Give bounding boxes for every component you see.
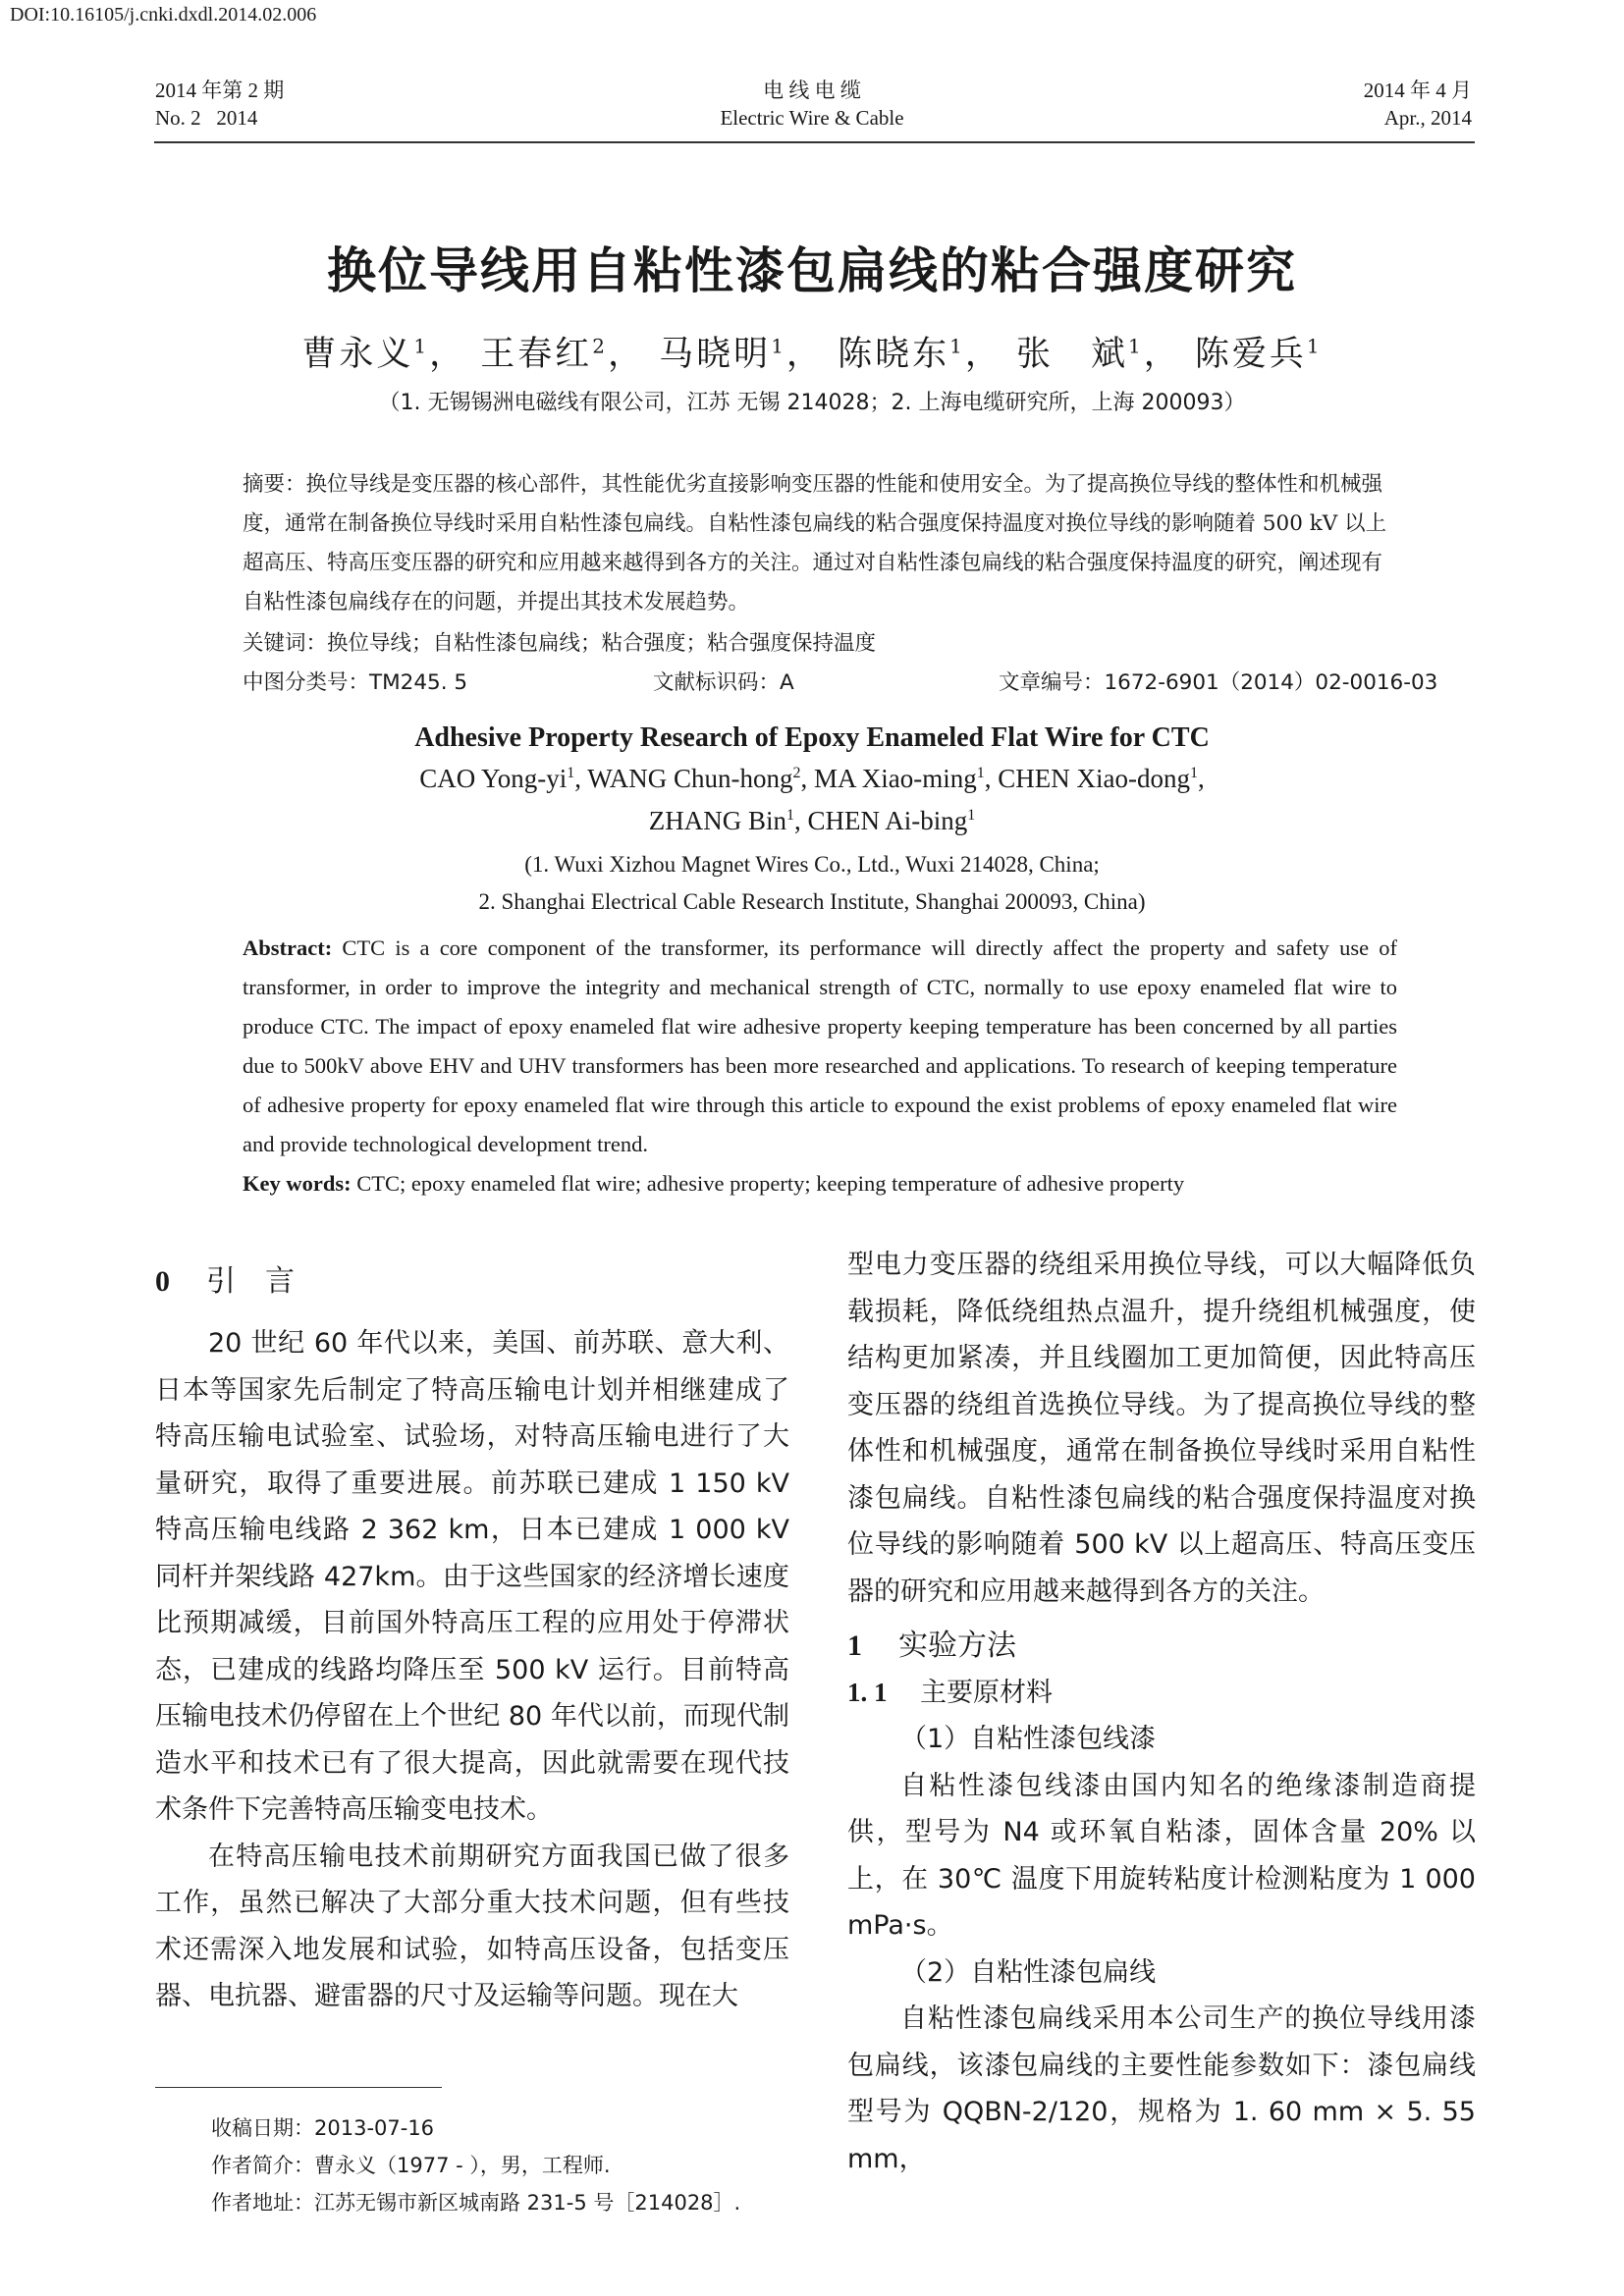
keywords-en-label: Key words: <box>243 1171 352 1196</box>
abstract-cn <box>243 465 1397 622</box>
header-journal <box>616 77 1008 132</box>
keywords-cn-text: 换位导线；自粘性漆包扁线；粘合强度；粘合强度保持温度 <box>327 631 877 656</box>
author-en: ZHANG Bin$^1$, <box>648 806 808 835</box>
header-date-en: Apr., 2014 <box>1383 106 1472 130</box>
footnote <box>211 2109 820 2221</box>
abstract-en-label: Abstract: <box>243 935 333 960</box>
header-journal-en: Electric Wire & Cable <box>720 106 904 130</box>
author-en: CHEN Xiao-dong$^1$, <box>998 764 1205 793</box>
header-rule <box>154 141 1475 143</box>
header-issue-cn: 2014 年第 2 期 <box>155 79 285 102</box>
section-number: 1 <box>847 1629 862 1662</box>
author-en: CHEN Ai-bing$^1$ <box>807 806 976 835</box>
author-cn: 陈晓东$^1$， <box>838 334 1002 374</box>
paper-title-cn: 换位导线用自粘性漆包扁线的粘合强度研究 <box>327 242 1297 299</box>
doi: DOI:10.16105/j.cnki.dxdl.2014.02.006 <box>10 4 317 26</box>
header-date-cn: 2014 年 4 月 <box>1363 79 1472 102</box>
section-title: 实验方法 <box>898 1629 1016 1663</box>
section-number: 0 <box>155 1265 170 1298</box>
author-cn: 王春红$^2$， <box>480 334 646 374</box>
section-1-heading <box>847 1623 1476 1670</box>
subsection-title: 主要原材料 <box>920 1677 1053 1708</box>
affiliation-en-line1: (1. Wuxi Xizhou Magnet Wires Co., Ltd., Wuxi 214028, China; <box>524 852 1100 877</box>
author-list-en-line2 <box>0 806 1624 836</box>
right-column <box>847 1242 1476 2182</box>
footnote-rule <box>155 2087 442 2088</box>
paragraph-continued: 型电力变压器的绕组采用换位导线，可以大幅降低负载损耗，降低绕组热点温升，提升绕组机械强度，使结构更加紧凑，并且线圈加工更加简便，因此特高压变压器的绕组首选换位导线。为了提高换位导线的整体性和机械强度，通常在制备换位导线时采用自粘性漆包扁线。自粘性漆包扁线的粘合强度保持温度对换位导线的影响随着 500 kV 以上超高压、特高压变压器的研究和应用越来越得到各方的关注。 <box>847 1250 1476 1607</box>
header-issue-en: No. 2 2014 <box>155 106 258 130</box>
paragraph: 在特高压输电技术前期研究方面我国已做了很多工作，虽然已解决了大部分重大技术问题，但有些技术还需深入地发展和试验，如特高压设备，包括变压器、电抗器、避雷器的尺寸及运输等问题。现在大 <box>155 1841 789 2011</box>
article-number: 文章编号：1672-6901（2014）02-0016-03 <box>999 670 1438 695</box>
author-en: CAO Yong-$yi^1$, <box>419 764 588 793</box>
paper-title-en: Adhesive Property Research of Epoxy Enameled Flat Wire for CTC <box>414 722 1210 753</box>
header-issue <box>155 77 284 132</box>
keywords-en <box>243 1164 1397 1203</box>
keywords-en-text: CTC; epoxy enameled flat wire; adhesive property; keeping temperature of adhesive property <box>356 1171 1185 1196</box>
document-code: 文献标识码：A <box>653 670 794 695</box>
footnote-received: 收稿日期：2013-07-16 <box>211 2116 435 2140</box>
author-cn: 马晓明$^1$， <box>659 334 824 374</box>
author-cn: 陈爱兵$^1$ <box>1194 334 1323 374</box>
abstract-cn-label: 摘要： <box>243 472 306 497</box>
affiliation-en-line2: 2. Shanghai Electrical Cable Research Institute, Shanghai 200093, China) <box>478 889 1146 914</box>
subsection-number: 1. 1 <box>847 1677 888 1707</box>
author-en: MA Xiao-ming$^1$, <box>814 764 999 793</box>
author-en: WANG Chun-hong$^2$, <box>587 764 815 793</box>
author-cn: 张 斌$^1$， <box>1015 334 1181 374</box>
paragraph: 20 世纪 60 年代以来，美国、前苏联、意大利、日本等国家先后制定了特高压输电计划并相继建成了特高压输电试验室、试验场，对特高压输电进行了大量研究，取得了重要进展。前苏联已建成 1 150 kV 特高压输电线路 2 362 km，日本已建成 1 000 kV 同杆并架线路 427km。由于这些国家的经济增长速度比预期减缓，目前国外特高压工程的应用处于停滞状态，已建成的线路均降压至 500 kV 运行。目前特高压输电技术仍停留在上个世纪 80 年代以前，而现代制造水平和技术已有了很大提高，因此就需要在现代技术条件下完善特高压输变电技术。 <box>155 1328 789 1825</box>
abstract-en-text: CTC is a core component of the transformer, its performance will directly affect the property and safety use of transformer, in order to improve the integrity and mechanical strength of CTC, normally to use epoxy enameled flat wire to produce CTC. The impact of epoxy enameled flat wire adhesive property keeping temperature has been concerned by all parties due to 500kV above EHV and UHV transformers has been more researched and applications. To research of keeping temperature of adhesive property for epoxy enameled flat wire through this article to expound the exist problems of epoxy enameled flat wire and provide technological development trend. <box>243 935 1398 1156</box>
paragraph: 自粘性漆包扁线采用本公司生产的换位导线用漆包扁线，该漆包扁线的主要性能参数如下：漆包扁线型号为 QQBN-2/120，规格为 1. 60 mm × 5. 55 mm， <box>847 2003 1476 2174</box>
item-heading: （2）自粘性漆包扁线 <box>900 1956 1157 1988</box>
author-list-cn <box>0 327 1624 376</box>
item-heading: （1）自粘性漆包线漆 <box>900 1724 1157 1754</box>
header-date <box>1364 77 1472 132</box>
author-list-en-line1 <box>0 764 1624 794</box>
paragraph: 自粘性漆包线漆由国内知名的绝缘漆制造商提供，型号为 N4 或环氧自粘漆，固体含量 20% 以上，在 30℃ 温度下用旋转粘度计检测粘度为 1 000 mPa·s。 <box>847 1770 1476 1941</box>
author-cn: 曹永义$^1$， <box>301 334 467 374</box>
affiliation-cn: （1. 无锡锡洲电磁线有限公司，江苏 无锡 214028；2. 上海电缆研究所，上海 200093） <box>378 391 1246 415</box>
section-0-heading <box>155 1258 789 1306</box>
subsection-1-1-heading <box>847 1670 1476 1717</box>
keywords-cn-label: 关键词： <box>243 631 328 656</box>
keywords-cn <box>243 624 1397 664</box>
footnote-address: 作者地址：江苏无锡市新区城南路 231-5 号［214028］. <box>211 2191 741 2215</box>
section-title: 引 言 <box>206 1264 295 1299</box>
clc-number: 中图分类号：TM245. 5 <box>243 670 468 695</box>
abstract-en <box>243 929 1397 1164</box>
header-journal-cn: 电 线 电 缆 <box>763 79 861 102</box>
left-column <box>155 1320 789 2020</box>
abstract-cn-text: 换位导线是变压器的核心部件，其性能优劣直接影响变压器的性能和使用安全。为了提高换位导线的整体性和机械强度，通常在制备换位导线时采用自粘性漆包扁线。自粘性漆包扁线的粘合强度保持温度对换位导线的影响随着 500 kV 以上超高压、特高压变压器的研究和应用越来越得到各方的关注。通过对自粘性漆包扁线的粘合强度保持温度的研究，阐述现有自粘性漆包扁线存在的问题，并提出其技术发展趋势。 <box>243 472 1387 614</box>
footnote-author-bio: 作者简介：曹永义（1977 - ），男，工程师. <box>211 2154 611 2177</box>
